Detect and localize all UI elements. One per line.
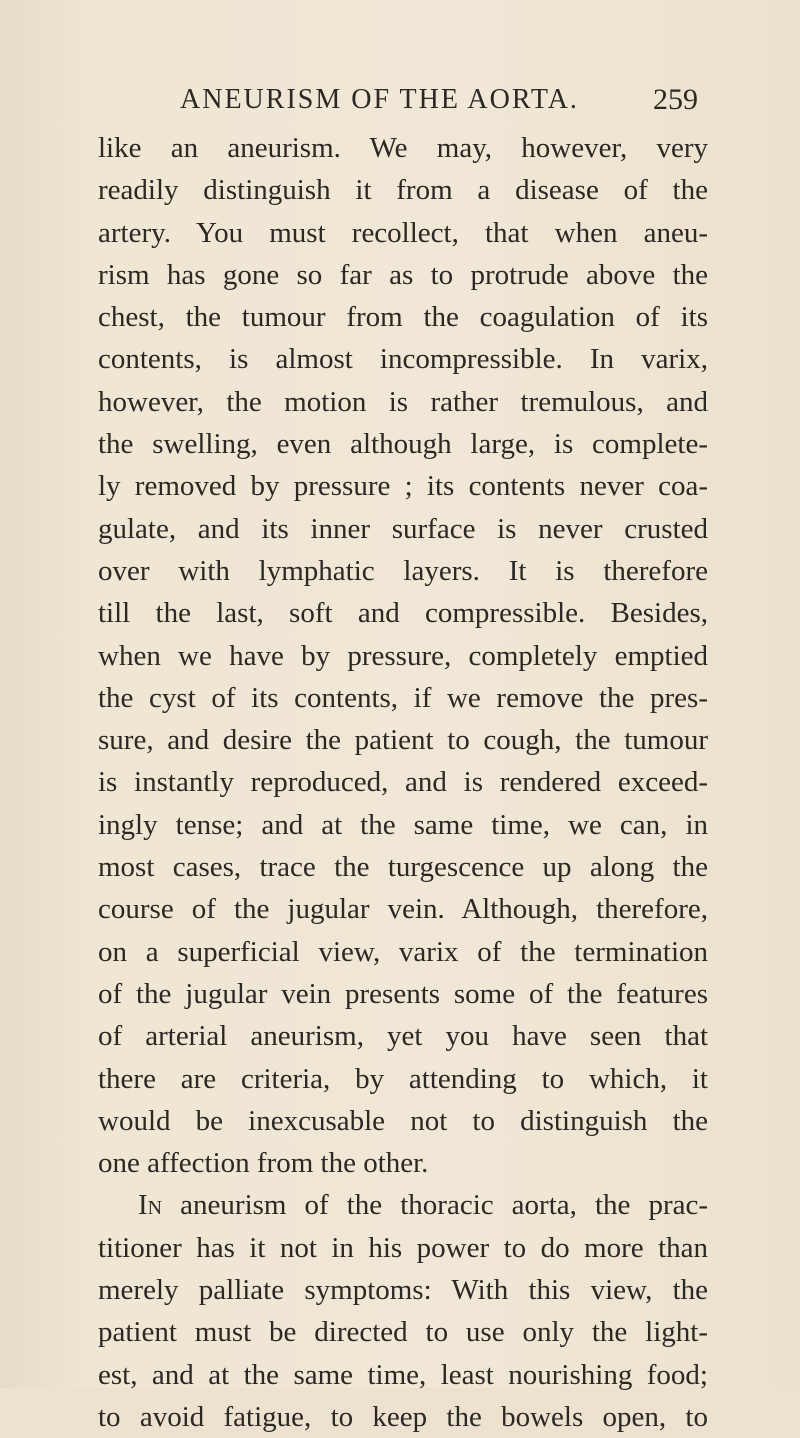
- text-line: when we have by pressure, completely emptied: [98, 639, 708, 672]
- text-line: there are criteria, by attending to which, it: [98, 1062, 708, 1095]
- text-line: patient must be directed to use only the light-: [98, 1316, 708, 1349]
- text-line: one affection from the other.: [98, 1147, 429, 1180]
- text-line: ly removed by pressure ; its contents never coa-: [98, 470, 708, 503]
- text-line: on a superficial view, varix of the termination: [98, 935, 708, 968]
- text-line: till the last, soft and compressible. Besides,: [98, 597, 708, 630]
- text-line: contents, is almost incompressible. In varix,: [98, 343, 708, 376]
- paragraph-opening-line: [98, 1184, 708, 1226]
- text-line: however, the motion is rather tremulous, and: [98, 385, 708, 418]
- text-line: readily distinguish it from a disease of the: [98, 174, 708, 207]
- text-line: gulate, and its inner surface is never crusted: [98, 512, 708, 545]
- drop-word: In: [138, 1189, 163, 1222]
- text-line: like an aneurism. We may, however, very: [98, 132, 708, 164]
- text-line: over with lymphatic layers. It is therefore: [98, 554, 708, 587]
- text-line: course of the jugular vein. Although, therefore,: [98, 893, 708, 926]
- text-line: titioner has it not in his power to do more than: [98, 1231, 708, 1264]
- text-line: chest, the tumour from the coagulation of its: [98, 301, 708, 334]
- text-line: artery. You must recollect, that when aneu-: [98, 216, 708, 249]
- text-line: most cases, trace the turgescence up along the: [98, 851, 708, 884]
- page-number: 259: [653, 83, 698, 116]
- text-line: the swelling, even although large, is complete-: [98, 428, 708, 461]
- text-line: merely palliate symptoms: With this view, the: [98, 1274, 708, 1307]
- text-line: ingly tense; and at the same time, we can, in: [98, 808, 708, 841]
- text-line: rism has gone so far as to protrude above the: [98, 258, 708, 291]
- text-line: of the jugular vein presents some of the features: [98, 977, 708, 1010]
- text-line: est, and at the same time, least nourishing food;: [98, 1358, 708, 1391]
- text-line: would be inexcusable not to distinguish the: [98, 1104, 708, 1137]
- text-line: is instantly reproduced, and is rendered exceed-: [98, 766, 708, 799]
- running-title: ANEURISM OF THE AORTA.: [180, 84, 579, 115]
- text-line: sure, and desire the patient to cough, the tumour: [98, 724, 708, 757]
- text-line: to avoid fatigue, to keep the bowels open, to: [98, 1400, 708, 1433]
- opening-line-text: aneurism of the thoracic aorta, the prac-: [162, 1189, 708, 1222]
- text-line: the cyst of its contents, if we remove the pres-: [98, 681, 708, 714]
- text-line: of arterial aneurism, yet you have seen that: [98, 1020, 708, 1053]
- body-text: [98, 127, 708, 1438]
